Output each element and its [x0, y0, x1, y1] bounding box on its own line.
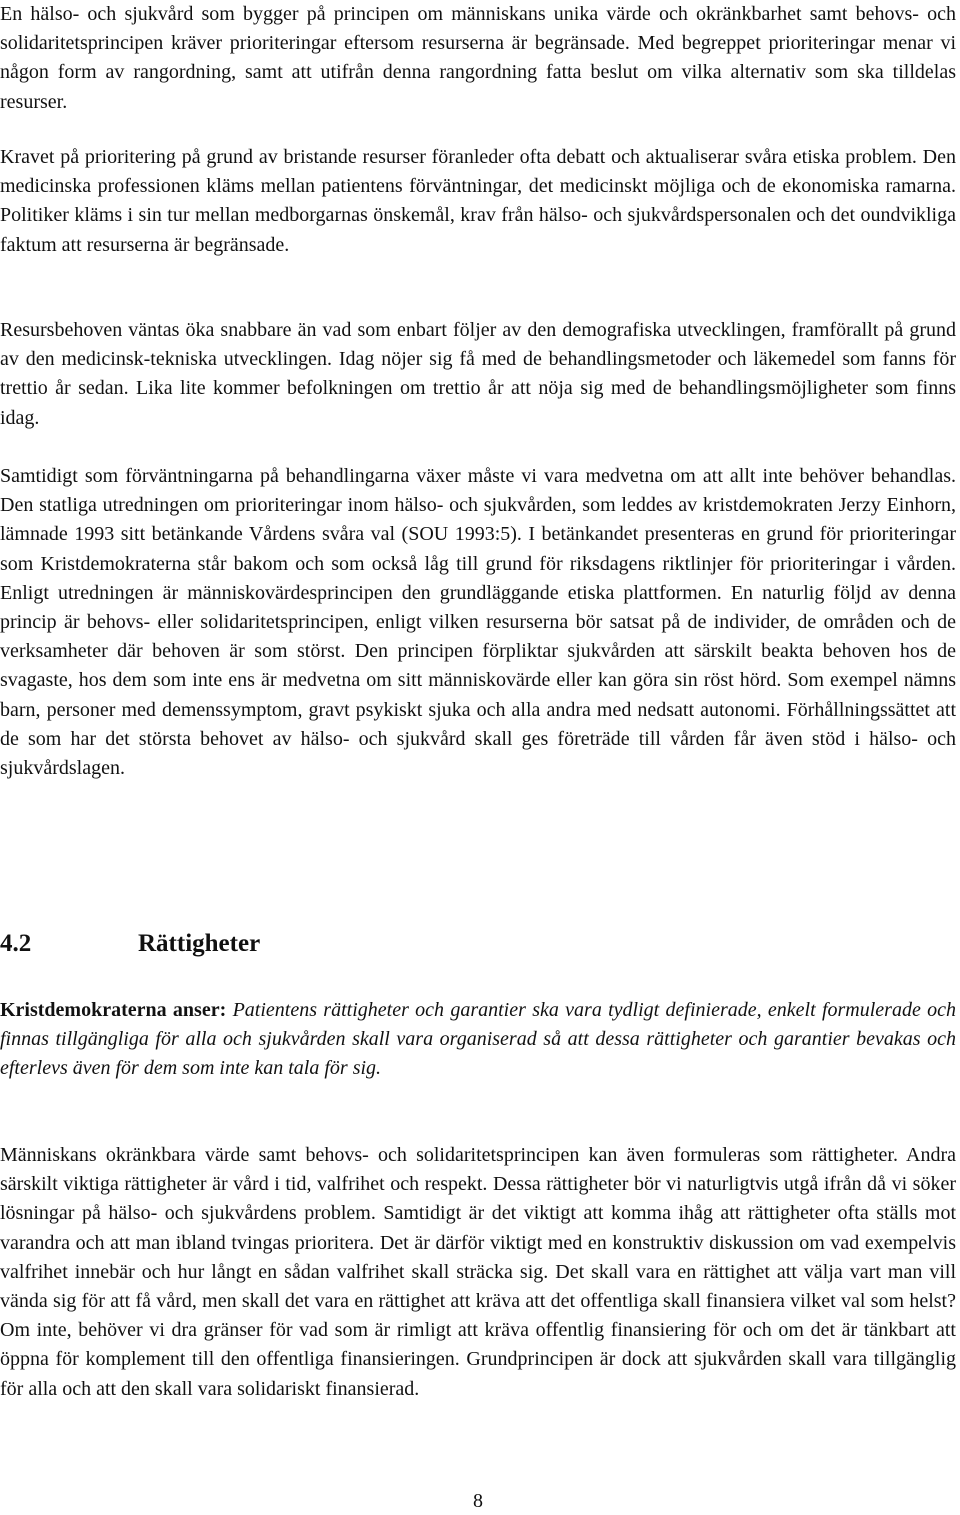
paragraph-intro: En hälso- och sjukvård som bygger på principen om människans unika värde och okränkbarhet samt behovs- och solidaritetsprincipen kräver prioriteringar eftersom resurserna är begränsade. Med begreppet prioriteringar menar vi någon form av rangordning, samt att utifrån denna rangordning fatta beslut om vilka alternativ som ska tilldelas resurser. [0, 3, 956, 113]
paragraph-prioritization-debate: Kravet på prioritering på grund av bristande resurser föranleder ofta debatt och aktualiserar svåra etiska problem. Den medicinska professionen kläms mellan patientens förväntningar, det medicinskt möjliga och de ekonomiska ramarna. Politiker kläms i sin tur mellan medborgarnas önskemål, krav från hälso- och sjukvårdspersonalen och det oundvikliga faktum att resurserna är begränsade. [0, 146, 956, 256]
position-lead: Kristdemokraterna anser: [0, 999, 227, 1021]
paragraph-state-inquiry: Samtidigt som förväntningarna på behandlingarna växer måste vi vara medvetna om att allt inte behöver behandlas. Den statliga utredningen om prioriteringar inom hälso- och sjukvården, som leddes av kristdemokraten Jerzy Einhorn, lämnade 1993 sitt betänkande Vårdens svåra val (SOU 1993:5). I betänkandet presenteras en grund för prioriteringar som Kristdemokraterna står bakom och som också låg till grund för riksdagens riktlinjer för prioriteringar i vården. Enligt utredningen är människovärdesprincipen den grundläggande etiska plattformen. En naturlig följd av denna princip är behovs- eller solidaritetsprincipen, enligt vilken resurserna bör satsat på de individer, de områden och de verksamheter där behoven är som störst. Den principen förpliktar sjukvården att särskilt beakta behoven hos de svagaste, hos dem som inte ens är medvetna om sitt människovärde eller kan göra sin röst hörd. Som exempel nämns barn, personer med demenssymptom, gravt psykiskt sjuka och alla andra med nedsatt autonomi. Förhållningssättet att de som har det största behovet av hälso- och sjukvård skall ges företräde till vården får även stöd i hälso- och sjukvårdslagen. [0, 465, 956, 780]
paragraph-rights: Människans okränkbara värde samt behovs- och solidaritetsprincipen kan även formuleras som rättigheter. Andra särskilt viktiga rättigheter är vård i tid, valfrihet och respekt. Dessa rättigheter bör vi naturligtvis utgå ifrån då vi söker lösningar på hälso- och sjukvårdens problem. Samtidigt är det viktigt att komma ihåg att rättigheter ofta ställs mot varandra och att man ibland tvingas prioritera. Det är därför viktigt med en konstruktiv diskussion om vad exempelvis valfrihet innebär och hur långt en sådan valfrihet skall sträcka sig. Det skall vara en rättighet att välja vart man vill vända sig för att få vård, men skall det vara en rättighet att kräva att det offentliga skall finansiera vilket val som helst? Om inte, behöver vi dra gränser för vad som är rimligt att kräva offentlig finansiering för och om det är tänkbart att öppna för komplement till den offentliga finansieringen. Grundprincipen är dock att sjukvården skall vara tillgänglig för alla och att den skall vara solidariskt finansierad. [0, 1144, 956, 1400]
paragraph-resource-needs: Resursbehoven väntas öka snabbare än vad som enbart följer av den demografiska utvecklingen, framförallt på grund av den medicinsk-tekniska utvecklingen. Idag nöjer sig få med de behandlingsmetoder och läkemedel som fanns för trettio år sedan. Lika lite kommer befolkningen om trettio år att nöja sig med de behandlingsmöjligheter som finns idag. [0, 319, 956, 429]
section-title: Rättigheter [138, 930, 261, 957]
section-heading [0, 926, 956, 962]
section-number: 4.2 [0, 930, 32, 957]
paragraph-party-position [0, 996, 956, 1084]
position-statement: Patientens rättigheter och garantier ska vara tydligt definierade, enkelt formulerade och finnas tillgängliga för alla och sjukvården skall vara organiserad så att dessa rättigheter och garantier bevakas och efterlevs även för dem som inte kan tala för sig. [0, 999, 957, 1080]
page-number: 8 [473, 1490, 483, 1512]
